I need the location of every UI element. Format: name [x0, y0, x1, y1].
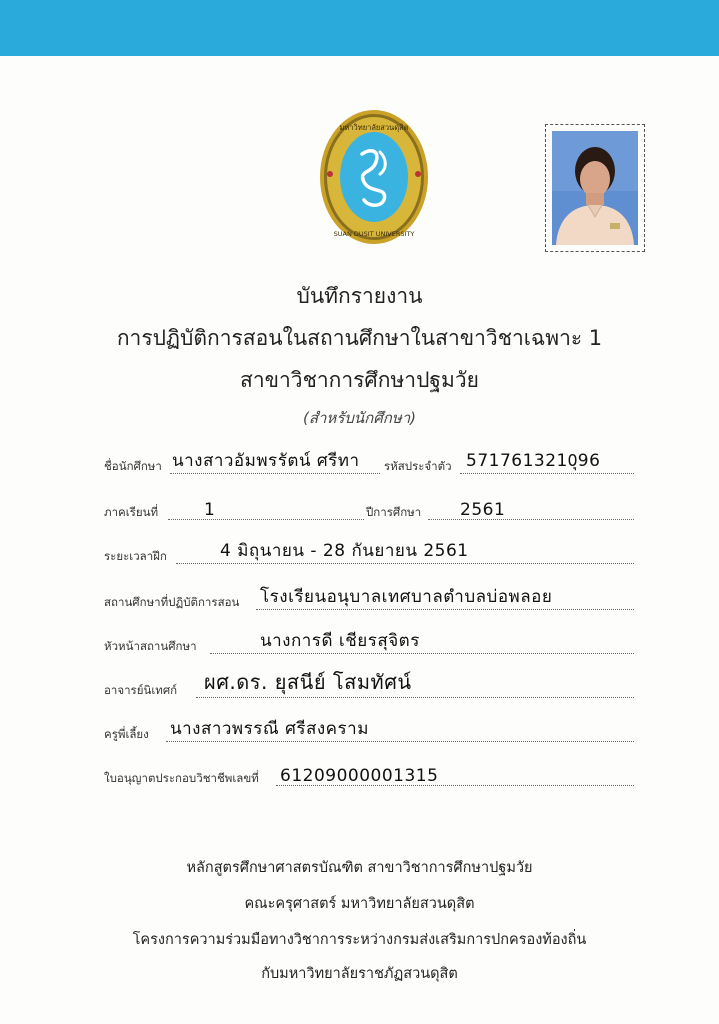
heading-line-2: การปฏิบัติการสอนในสถานศึกษาในสาขาวิชาเฉพาะ 1 [116, 326, 603, 350]
student-name-value: นางสาวอัมพรรัตน์ ศรีทา [172, 451, 360, 471]
head-row [104, 630, 634, 656]
semester-label: ภาคเรียนที่ [104, 505, 159, 519]
period-value: 4 มิถุนายน - 28 กันยายน 2561 [220, 541, 469, 561]
head-value: นางการดี เชียรสุจิตร [260, 631, 420, 651]
student-photo [552, 131, 638, 245]
svg-text:SUAN DUSIT UNIVERSITY: SUAN DUSIT UNIVERSITY [333, 230, 415, 238]
student-id-label: รหัสประจำตัว [384, 459, 452, 473]
supervisor-value: ผศ.ดร. ยุสนีย์ โสมทัศน์ [204, 670, 412, 694]
heading-line-3: สาขาวิชาการศึกษาปฐมวัย [240, 368, 479, 392]
semester-value: 1 [204, 500, 216, 520]
student-name-label: ชื่อนักศึกษา [104, 459, 162, 473]
supervisor-label: อาจารย์นิเทศก์ [104, 683, 178, 697]
footer-line-2: คณะครุศาสตร์ มหาวิทยาลัยสวนดุสิต [244, 896, 475, 912]
student-photo-frame [545, 124, 645, 252]
top-color-band [0, 0, 719, 56]
footer-line-4: กับมหาวิทยาลัยราชภัฏสวนดุสิต [261, 966, 458, 982]
supervisor-row [104, 670, 634, 700]
semester-row [104, 496, 634, 522]
footer-line-3: โครงการความร่วมมือทางวิชาการระหว่างกรมส่งเสริมการปกครองท้องถิ่น [132, 932, 587, 948]
school-row [104, 586, 634, 612]
student-name-row [104, 450, 634, 476]
heading-line-1: บันทึกรายงาน [296, 284, 423, 308]
student-id-value: 5717613210ุ96 [466, 451, 601, 471]
license-label: ใบอนุญาตประกอบวิชาชีพเลขที่ [104, 771, 259, 785]
head-label: หัวหน้าสถานศึกษา [104, 639, 197, 653]
university-seal-logo [318, 108, 430, 246]
svg-text:มหาวิทยาลัยสวนดุสิต: มหาวิทยาลัยสวนดุสิต [339, 123, 409, 132]
period-row [104, 540, 634, 566]
school-value: โรงเรียนอนุบาลเทศบาลตำบลบ่อพลอย [260, 587, 553, 607]
academic-year-value: 2561 [460, 500, 506, 520]
license-row [104, 762, 634, 788]
period-label: ระยะเวลาฝึก [104, 549, 167, 563]
license-value: 61209000001315 [280, 766, 439, 786]
heading-line-4: (สำหรับนักศึกษา) [303, 409, 416, 427]
footer-line-1: หลักสูตรศึกษาศาสตรบัณฑิต สาขาวิชาการศึกษาปฐมวัย [186, 860, 533, 876]
mentor-value: นางสาวพรรณี ศรีสงคราม [170, 719, 369, 739]
mentor-row [104, 718, 634, 744]
school-label: สถานศึกษาที่ปฏิบัติการสอน [104, 595, 240, 609]
academic-year-label: ปีการศึกษา [366, 505, 422, 519]
mentor-label: ครูพี่เลี้ยง [104, 727, 149, 741]
